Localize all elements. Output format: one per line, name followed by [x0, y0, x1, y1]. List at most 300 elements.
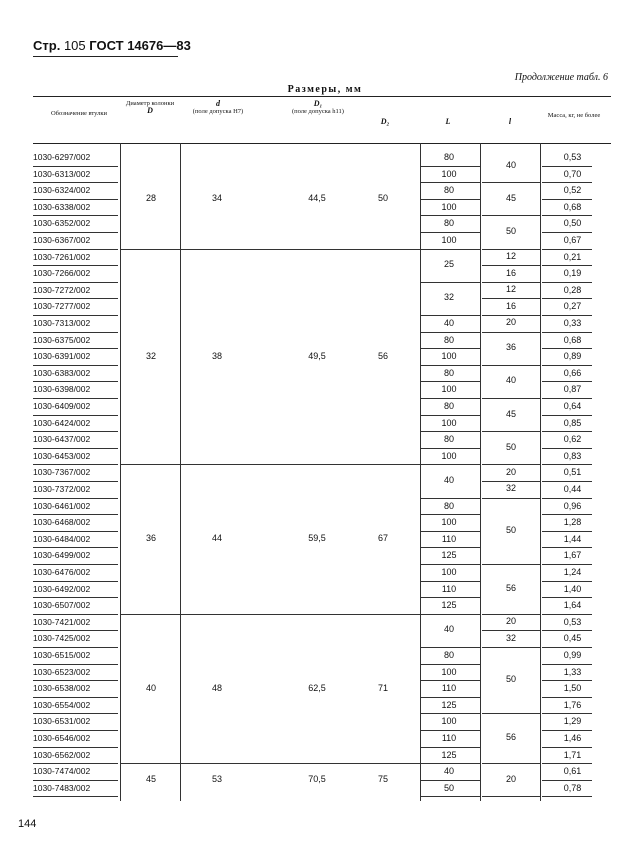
mass-cell: 1,28: [563, 517, 582, 528]
designation-cell: 1030-6375/002: [33, 334, 91, 345]
l-cell: 20: [505, 317, 516, 328]
mass-underline: [542, 348, 592, 349]
mass-cell: 0,85: [563, 417, 582, 428]
L-underline: [420, 199, 480, 200]
L-cell: 80: [443, 650, 454, 660]
mass-underline: [542, 581, 592, 582]
designation-cell: 1030-6453/002: [33, 450, 91, 461]
mass-cell: 0,66: [563, 367, 582, 378]
designation-underline: [33, 531, 118, 532]
designation-underline: [33, 796, 118, 797]
mass-underline: [542, 763, 592, 764]
mass-underline: [542, 282, 592, 283]
designation-cell: 1030-7421/002: [33, 616, 91, 627]
L-underline: [420, 215, 480, 216]
L-underline: [420, 647, 480, 648]
l-underline: [482, 713, 540, 714]
mass-cell: 0,96: [563, 500, 582, 511]
L-cell: 110: [441, 533, 457, 544]
mass-underline: [542, 597, 592, 598]
L-cell: 100: [441, 517, 457, 528]
page-header: [33, 38, 191, 53]
col-header-designation: Обозначение втулки: [50, 110, 108, 117]
L-cell: 100: [441, 168, 457, 179]
designation-underline: [33, 464, 118, 465]
mass-underline: [542, 249, 592, 250]
designation-underline: [33, 265, 118, 266]
mass-underline: [542, 630, 592, 631]
designation-underline: [33, 780, 118, 781]
l-underline: [482, 431, 540, 432]
mass-cell: 1,64: [563, 600, 582, 611]
l-underline: [482, 630, 540, 631]
L-underline: [420, 415, 480, 416]
designation-cell: 1030-7313/002: [33, 318, 91, 328]
designation-underline: [33, 249, 118, 250]
mass-underline: [542, 415, 592, 416]
group-separator: [120, 249, 420, 250]
L-cell: 80: [443, 334, 454, 345]
designation-cell: 1030-6538/002: [33, 683, 91, 694]
mass-cell: 0,68: [563, 201, 582, 212]
L-cell: 125: [441, 600, 457, 611]
l-underline: [482, 249, 540, 250]
mass-cell: 0,45: [563, 633, 582, 644]
header-rule: [33, 56, 178, 57]
mass-underline: [542, 481, 592, 482]
designation-underline: [33, 166, 118, 167]
page-number: 105: [63, 38, 86, 53]
l-underline: [482, 481, 540, 482]
l-underline: [482, 614, 540, 615]
l-underline: [482, 464, 540, 465]
designation-underline: [33, 481, 118, 482]
designation-underline: [33, 182, 118, 183]
designation-cell: 1030-6352/002: [33, 218, 91, 229]
l-cell: 56: [505, 732, 516, 743]
designation-underline: [33, 415, 118, 416]
l-cell: 50: [505, 441, 516, 452]
mass-cell: 0,61: [563, 766, 582, 777]
mass-cell: 0,78: [563, 782, 582, 793]
designation-underline: [33, 298, 118, 299]
l-underline: [482, 332, 540, 333]
D1-cell: 62,5: [308, 682, 326, 693]
L-underline: [420, 730, 480, 731]
D-cell: 28: [145, 192, 156, 203]
L-underline: [420, 747, 480, 748]
L-cell: 110: [441, 583, 457, 594]
mass-cell: 1,44: [563, 533, 582, 544]
mass-underline: [542, 199, 592, 200]
mass-cell: 1,40: [563, 583, 582, 594]
D1-cell: 49,5: [308, 350, 326, 361]
l-cell: 50: [505, 524, 516, 535]
designation-underline: [33, 215, 118, 216]
col-header-L: L: [445, 117, 451, 126]
D-cell: 45: [145, 773, 156, 784]
L-underline: [420, 464, 480, 465]
mass-cell: 0,68: [563, 334, 582, 345]
L-cell: 50: [443, 782, 454, 793]
L-underline: [420, 514, 480, 515]
mass-cell: 1,76: [563, 699, 582, 710]
D2-cell: 56: [377, 350, 388, 361]
footer-page-number: 144: [18, 818, 37, 830]
L-underline: [420, 232, 480, 233]
designation-underline: [33, 664, 118, 665]
mass-underline: [542, 647, 592, 648]
designation-underline: [33, 630, 118, 631]
mass-underline: [542, 232, 592, 233]
mass-cell: 1,46: [563, 733, 582, 743]
L-merged-cell: 40: [443, 624, 454, 635]
D2-cell: 75: [377, 773, 388, 784]
mass-underline: [542, 614, 592, 615]
designation-underline: [33, 431, 118, 432]
designation-underline: [33, 697, 118, 698]
designation-cell: 1030-6546/002: [33, 733, 91, 743]
group-separator: [120, 763, 420, 764]
L-cell: 110: [441, 683, 457, 694]
L-underline: [420, 564, 480, 565]
l-cell: 50: [505, 674, 516, 685]
designation-cell: 1030-6409/002: [33, 401, 91, 411]
designation-cell: 1030-7261/002: [33, 251, 91, 262]
L-cell: 100: [441, 235, 457, 245]
mass-underline: [542, 780, 592, 781]
l-cell: 40: [505, 159, 516, 170]
L-cell: 125: [441, 550, 457, 561]
standard-number: ГОСТ 14676—83: [89, 38, 191, 53]
l-cell: 20: [505, 773, 516, 784]
L-underline: [420, 581, 480, 582]
D1-cell: 59,5: [308, 533, 326, 544]
designation-cell: 1030-6461/002: [33, 500, 91, 511]
l-underline: [482, 298, 540, 299]
designation-cell: 1030-6324/002: [33, 185, 91, 196]
mass-cell: 0,21: [563, 251, 582, 262]
L-cell: 40: [443, 318, 454, 328]
l-cell: 12: [505, 284, 516, 295]
mass-underline: [542, 498, 592, 499]
mass-underline: [542, 448, 592, 449]
L-underline: [420, 282, 480, 283]
col-header-d2: D₂: [380, 117, 390, 126]
l-underline: [482, 365, 540, 366]
L-cell: 100: [441, 567, 457, 577]
mass-underline: [542, 315, 592, 316]
l-underline: [482, 398, 540, 399]
d-cell: 38: [211, 350, 222, 361]
designation-underline: [33, 647, 118, 648]
L-underline: [420, 249, 480, 250]
designation-underline: [33, 332, 118, 333]
sizes-caption: Размеры, мм: [287, 84, 363, 95]
designation-cell: 1030-7425/002: [33, 633, 91, 644]
L-cell: 100: [441, 201, 457, 212]
designation-cell: 1030-6554/002: [33, 699, 91, 710]
mass-underline: [542, 166, 592, 167]
L-cell: 80: [443, 367, 454, 378]
page-label: Стр.: [33, 38, 61, 53]
mass-underline: [542, 398, 592, 399]
L-cell: 80: [443, 401, 454, 411]
L-underline: [420, 448, 480, 449]
column-divider: [180, 143, 181, 801]
mass-cell: 0,99: [563, 650, 582, 660]
designation-cell: 1030-6424/002: [33, 417, 91, 428]
designation-underline: [33, 498, 118, 499]
D2-cell: 71: [377, 682, 388, 693]
L-underline: [420, 614, 480, 615]
table-top-rule: [33, 96, 611, 97]
mass-cell: 1,67: [563, 550, 582, 561]
L-underline: [420, 597, 480, 598]
l-cell: 36: [505, 342, 516, 353]
L-underline: [420, 531, 480, 532]
designation-underline: [33, 315, 118, 316]
D-cell: 36: [145, 533, 156, 544]
L-underline: [420, 547, 480, 548]
mass-underline: [542, 531, 592, 532]
designation-cell: 1030-7272/002: [33, 284, 91, 295]
L-underline: [420, 166, 480, 167]
D1-cell: 70,5: [308, 773, 326, 784]
L-cell: 40: [443, 766, 454, 777]
D-cell: 40: [145, 682, 156, 693]
designation-cell: 1030-7474/002: [33, 766, 91, 777]
l-cell: 32: [505, 483, 516, 494]
mass-cell: 0,33: [563, 318, 582, 328]
designation-cell: 1030-6338/002: [33, 201, 91, 212]
l-underline: [482, 265, 540, 266]
mass-cell: 0,50: [563, 218, 582, 229]
mass-underline: [542, 298, 592, 299]
D2-cell: 67: [377, 533, 388, 544]
L-underline: [420, 381, 480, 382]
L-cell: 100: [441, 351, 457, 362]
D2-cell: 50: [377, 192, 388, 203]
l-cell: 20: [505, 466, 516, 477]
col-header-d: d (поле допуска H7): [192, 99, 244, 115]
col-header-l: l: [508, 117, 512, 126]
L-underline: [420, 348, 480, 349]
l-underline: [482, 763, 540, 764]
d-cell: 44: [211, 533, 222, 544]
L-underline: [420, 713, 480, 714]
L-underline: [420, 664, 480, 665]
mass-underline: [542, 464, 592, 465]
l-underline: [482, 215, 540, 216]
col-header-diameter: Диаметр колонки D: [125, 100, 175, 115]
mass-cell: 0,51: [563, 467, 582, 478]
L-underline: [420, 780, 480, 781]
designation-cell: 1030-6476/002: [33, 567, 91, 577]
mass-cell: 0,62: [563, 434, 582, 445]
l-cell: 50: [505, 226, 516, 236]
mass-underline: [542, 747, 592, 748]
mass-cell: 0,83: [563, 450, 582, 461]
mass-cell: 0,28: [563, 284, 582, 295]
L-cell: 100: [441, 716, 457, 727]
L-cell: 80: [443, 218, 454, 229]
mass-underline: [542, 697, 592, 698]
col-header-mass: Масса, кг, не более: [547, 112, 601, 119]
mass-underline: [542, 215, 592, 216]
l-underline: [482, 498, 540, 499]
L-underline: [420, 431, 480, 432]
designation-cell: 1030-6398/002: [33, 384, 91, 395]
L-cell: 110: [441, 733, 457, 743]
L-merged-cell: 25: [443, 259, 454, 270]
L-cell: 125: [441, 749, 457, 760]
mass-underline: [542, 365, 592, 366]
D1-cell: 44,5: [308, 192, 326, 203]
table-continuation: Продолжение табл. 6: [514, 72, 608, 83]
mass-cell: 0,87: [563, 384, 582, 395]
L-underline: [420, 332, 480, 333]
designation-underline: [33, 747, 118, 748]
mass-underline: [542, 564, 592, 565]
L-cell: 80: [443, 434, 454, 445]
mass-underline: [542, 680, 592, 681]
d-cell: 48: [211, 682, 222, 693]
designation-underline: [33, 581, 118, 582]
group-separator: [120, 464, 420, 465]
D-cell: 32: [145, 350, 156, 361]
mass-cell: 0,44: [563, 484, 582, 494]
L-underline: [420, 182, 480, 183]
mass-cell: 1,71: [563, 749, 582, 760]
L-underline: [420, 763, 480, 764]
mass-cell: 1,24: [563, 567, 582, 577]
mass-cell: 1,50: [563, 683, 582, 694]
l-cell: 20: [505, 616, 516, 627]
designation-underline: [33, 763, 118, 764]
designation-underline: [33, 282, 118, 283]
mass-underline: [542, 265, 592, 266]
designation-underline: [33, 614, 118, 615]
designation-cell: 1030-6523/002: [33, 666, 91, 677]
designation-underline: [33, 365, 118, 366]
d-cell: 34: [211, 192, 222, 203]
l-cell: 45: [505, 408, 516, 419]
designation-underline: [33, 713, 118, 714]
L-underline: [420, 796, 480, 797]
designation-cell: 1030-6507/002: [33, 600, 91, 611]
L-cell: 125: [441, 699, 457, 710]
l-underline: [482, 282, 540, 283]
designation-cell: 1030-6468/002: [33, 517, 91, 528]
d-cell: 53: [211, 773, 222, 784]
designation-underline: [33, 381, 118, 382]
column-divider: [120, 143, 121, 801]
l-cell: 40: [505, 375, 516, 386]
designation-cell: 1030-6499/002: [33, 550, 91, 561]
designation-underline: [33, 348, 118, 349]
mass-cell: 0,53: [563, 616, 582, 627]
designation-cell: 1030-6383/002: [33, 367, 91, 378]
designation-cell: 1030-6391/002: [33, 351, 91, 362]
designation-underline: [33, 514, 118, 515]
mass-underline: [542, 381, 592, 382]
l-cell: 16: [505, 300, 516, 311]
designation-cell: 1030-6313/002: [33, 168, 91, 179]
l-underline: [482, 564, 540, 565]
designation-cell: 1030-6515/002: [33, 650, 91, 660]
mass-underline: [542, 182, 592, 183]
l-cell: 12: [505, 250, 516, 261]
mass-underline: [542, 664, 592, 665]
l-underline: [482, 647, 540, 648]
l-underline: [482, 315, 540, 316]
l-cell: 16: [505, 267, 516, 278]
designation-underline: [33, 199, 118, 200]
designation-cell: 1030-6367/002: [33, 235, 91, 245]
L-merged-cell: 32: [443, 292, 454, 303]
designation-underline: [33, 232, 118, 233]
mass-cell: 0,19: [563, 268, 582, 279]
mass-underline: [542, 547, 592, 548]
mass-underline: [542, 431, 592, 432]
group-separator: [120, 614, 420, 615]
mass-underline: [542, 514, 592, 515]
designation-underline: [33, 398, 118, 399]
mass-underline: [542, 332, 592, 333]
designation-underline: [33, 730, 118, 731]
mass-underline: [542, 796, 592, 797]
L-merged-cell: 40: [443, 475, 454, 485]
L-cell: 100: [441, 450, 457, 461]
column-divider: [480, 143, 481, 801]
L-cell: 80: [443, 185, 454, 196]
mass-cell: 0,89: [563, 351, 582, 362]
mass-cell: 0,27: [563, 301, 582, 312]
designation-underline: [33, 680, 118, 681]
column-divider: [540, 143, 541, 801]
mass-cell: 0,52: [563, 185, 582, 196]
L-underline: [420, 365, 480, 366]
L-cell: 100: [441, 417, 457, 428]
designation-underline: [33, 547, 118, 548]
mass-underline: [542, 713, 592, 714]
L-cell: 100: [441, 666, 457, 677]
L-underline: [420, 697, 480, 698]
L-cell: 80: [443, 152, 454, 162]
designation-cell: 1030-7277/002: [33, 301, 91, 312]
mass-underline: [542, 730, 592, 731]
designation-cell: 1030-6297/002: [33, 152, 91, 162]
mass-cell: 0,67: [563, 235, 582, 245]
L-underline: [420, 498, 480, 499]
designation-cell: 1030-6484/002: [33, 533, 91, 544]
designation-cell: 1030-7372/002: [33, 484, 91, 494]
designation-cell: 1030-6562/002: [33, 749, 91, 760]
mass-cell: 1,33: [563, 666, 582, 677]
L-underline: [420, 398, 480, 399]
designation-cell: 1030-6437/002: [33, 434, 91, 445]
mass-cell: 1,29: [563, 716, 582, 727]
designation-cell: 1030-6531/002: [33, 716, 91, 727]
l-underline: [482, 182, 540, 183]
designation-cell: 1030-6492/002: [33, 583, 91, 594]
L-cell: 80: [443, 500, 454, 511]
l-underline: [482, 796, 540, 797]
l-cell: 56: [505, 582, 516, 593]
designation-underline: [33, 448, 118, 449]
L-underline: [420, 680, 480, 681]
